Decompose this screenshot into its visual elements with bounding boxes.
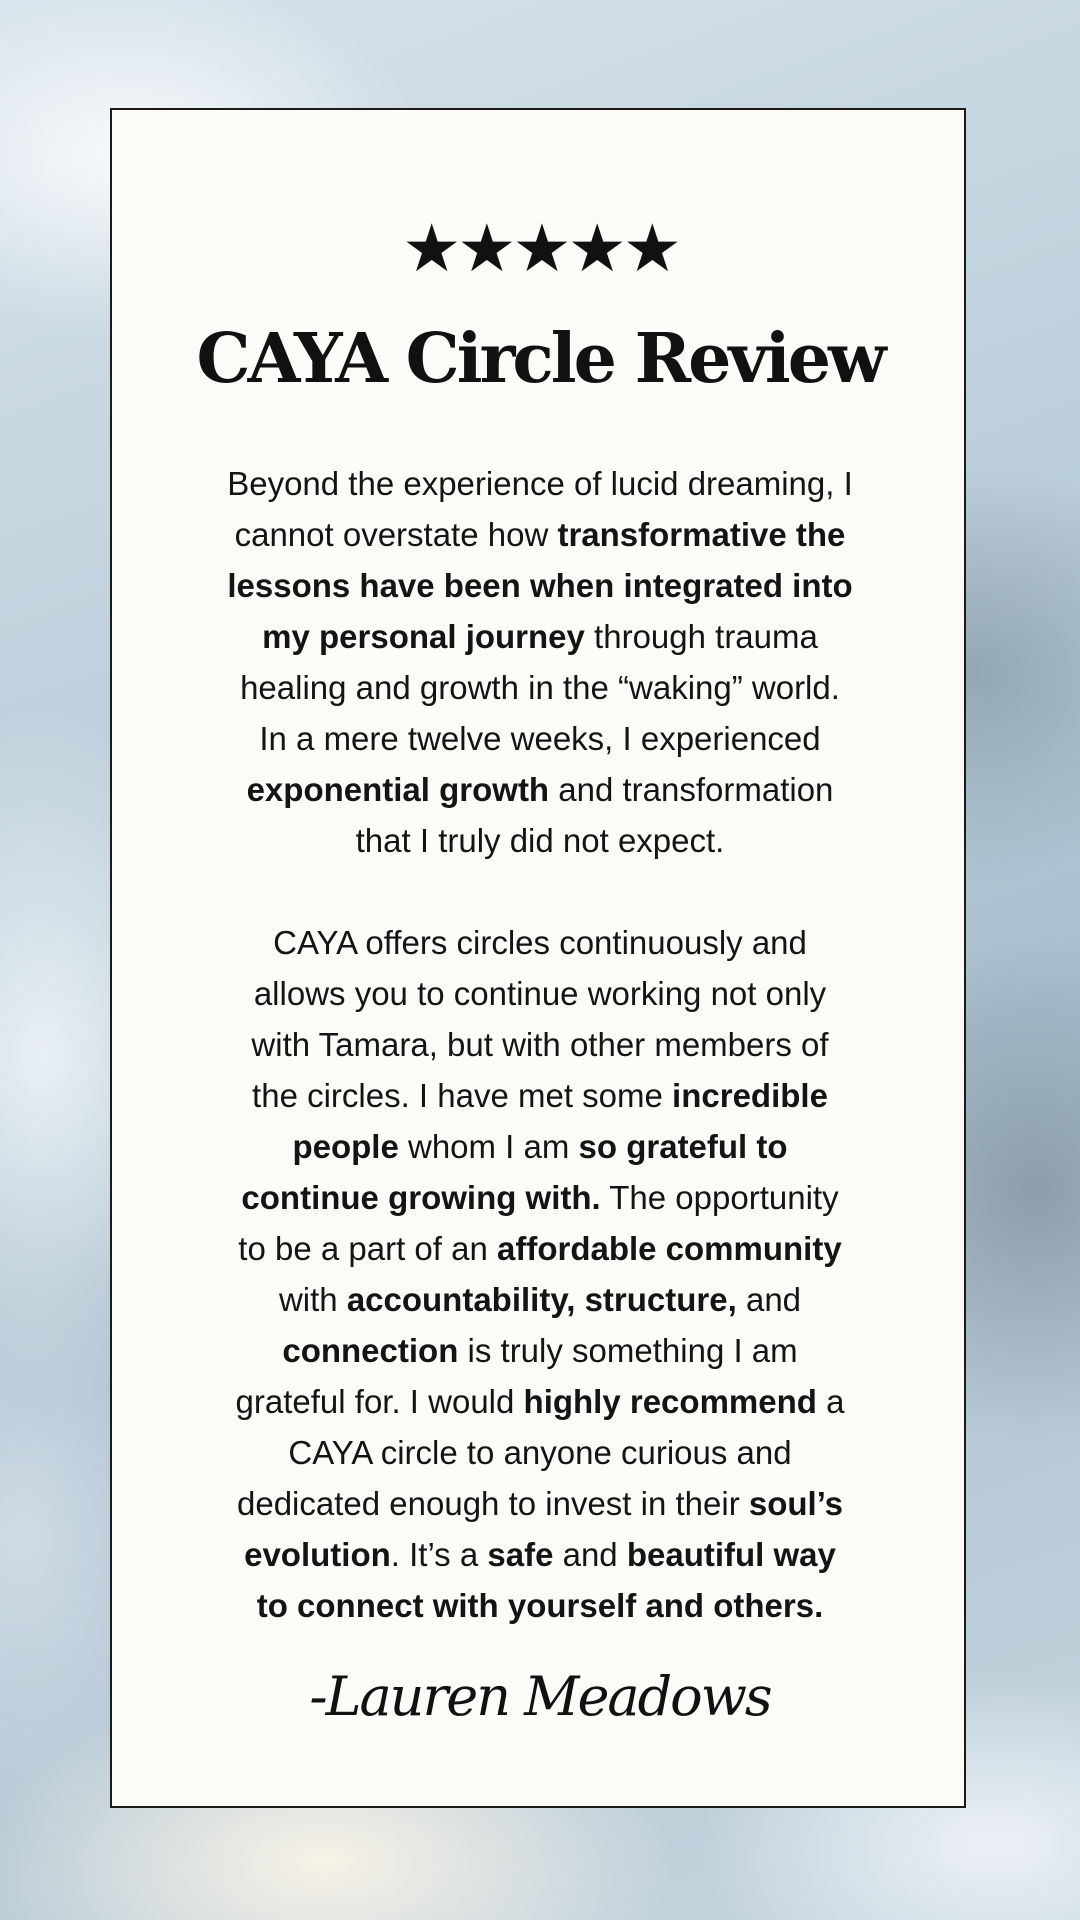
body-text: a CAYA circle to anyone curious and dedicated enough to invest in their [237, 1383, 845, 1522]
body-text: through trauma healing and growth in the “waking” world. In a mere twelve weeks, I experienced [240, 618, 840, 757]
body-text: . It’s a [390, 1536, 488, 1573]
emphasized-text: so grateful to continue growing with. [241, 1128, 788, 1216]
body-text: The opportunity to be a part of an [238, 1179, 839, 1267]
body-text: and [553, 1536, 627, 1573]
reviewer-signature: -Lauren Meadows [309, 1665, 771, 1728]
emphasized-text: beautiful way to connect with yourself and others. [256, 1536, 836, 1624]
emphasized-text: transformative the lessons have been when integrated into my personal journey [227, 516, 853, 655]
review-paragraph-1 [225, 458, 855, 866]
body-text: is truly something I am grateful for. I would [235, 1332, 798, 1420]
emphasized-text: highly recommend [523, 1383, 817, 1420]
emphasized-text: exponential growth [246, 771, 550, 808]
review-body [225, 458, 855, 1631]
emphasized-text: soul’s evolution [244, 1485, 843, 1573]
emphasized-text: safe [487, 1536, 554, 1573]
body-text: whom I am [398, 1128, 579, 1165]
review-title: CAYA Circle Review [196, 319, 884, 399]
emphasized-text: accountability, structure, [346, 1281, 737, 1318]
emphasized-text: incredible people [292, 1077, 828, 1165]
body-text: CAYA offers circles continuously and allows you to continue working not only with Tamara, but with other members of the circles. I have met some [251, 924, 829, 1114]
five-star-rating-icon: ★★★★★ [402, 210, 678, 287]
body-text: Beyond the experience of lucid dreaming, I cannot overstate how [227, 465, 853, 553]
body-text: and [736, 1281, 802, 1318]
emphasized-text: affordable community [496, 1230, 842, 1267]
emphasized-text: connection [282, 1332, 459, 1369]
review-paragraph-2 [225, 917, 855, 1631]
body-text: and transformation that I truly did not expect. [355, 771, 834, 859]
body-text: with [278, 1281, 347, 1318]
